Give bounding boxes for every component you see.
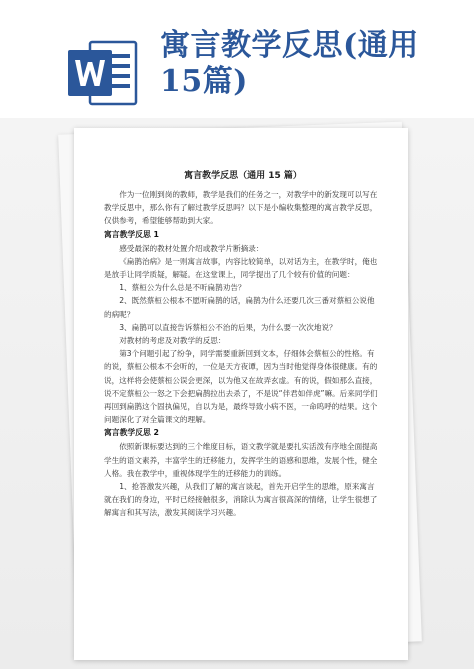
- paragraph: 依照新课标要达到的三个维度目标，语文教学就是要扎实活泼有序地全面提高学生的语文素养，丰富学生的迁移能力，发挥学生的语感和思维，发展个性，健全人格。我在教学中，重视体现学生的迁移能力的训练。: [104, 442, 378, 478]
- paragraph: 1、抢答激发兴趣，从我们了解的寓言谈起，首先开启学生的思维，原来寓言就在我们的身边，平时已经接触很多，消除认为寓言很高深的情绪，让学生很想了解寓言和其写法，激发其阅读学习兴趣。: [104, 482, 378, 518]
- paragraph: 对教材的考虑及对教学的反思：: [119, 336, 226, 346]
- document-title: 寓言教学反思（通用 15 篇）: [184, 171, 302, 181]
- paragraph: 第3个问题引起了纷争，同学需要重新回到文本，仔细体会蔡桓公的性格。有的说，蔡桓公根本不会听的，一位是天方夜谭，因为当时他觉得身体很健康。有的说，这样将会使蔡桓公误会更深，以为他又在故弄玄虚。有的说，假如那么直接，说不定蔡桓公一怒之下会把扁鹊拉出去杀了，不是说“伴君如伴虎”嘛。后来同学们再回到扁鹊这个固执偏见，自以为是，最终导致小病不医，一命呜呼的结果。这个问题深化了对全篇课文的理解。: [104, 349, 378, 425]
- section-heading: 寓言教学反思 2: [104, 428, 159, 438]
- paragraph: 《扁鹊治病》是一则寓言故事，内容比较简单，以对话为主，在教学时，俺也是放手让同学质疑，解疑。在这堂课上，同学提出了几个较有价值的问题：: [104, 256, 378, 280]
- banner: [0, 0, 474, 118]
- word-document-icon: [68, 38, 138, 108]
- paragraph: 1、蔡桓公为什么总是不听扁鹊劝告？: [119, 283, 246, 293]
- document-body: [104, 188, 382, 520]
- page-title: 寓言教学反思(通用15篇): [160, 28, 419, 99]
- paragraph: 感受最深的教材处置介绍或教学片断摘录：: [119, 243, 264, 253]
- section-heading: 寓言教学反思 1: [104, 229, 159, 239]
- paragraph: 2、既然蔡桓公根本不愿听扁鹊的话，扁鹊为什么还要几次三番对蔡桓公说他的病呢？: [104, 296, 375, 319]
- paragraph: 3、扁鹊可以直接告诉蔡桓公不治的后果，为什么要一次次地说？: [119, 322, 337, 332]
- document-page: [74, 128, 408, 660]
- paragraph: 作为一位刚到岗的教师，教学是我们的任务之一，对教学中的新发现可以写在教学反思中，那么你有了解过教学反思吗？以下是小编收集整理的寓言教学反思，仅供参考，希望能够帮助到大家。: [104, 190, 378, 226]
